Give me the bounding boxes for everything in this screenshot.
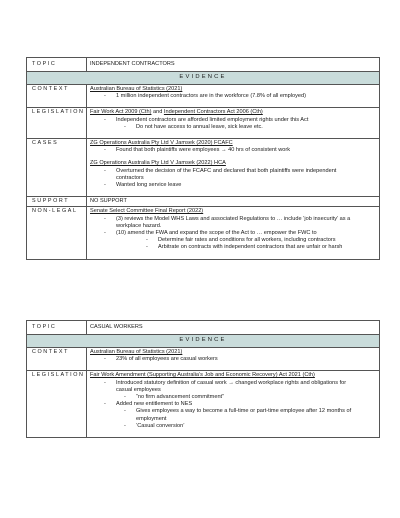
leg-sub2: - Gives employees a way to become a full-time or part-time employee after 12 months of — [90, 408, 376, 415]
topic-key: TOPIC — [27, 321, 87, 335]
context-key: CONTEXT — [27, 85, 87, 108]
cases-key: CASES — [27, 139, 87, 197]
context-point: - 23% of all employees are casual workers — [90, 356, 376, 363]
legislation-cell — [87, 108, 380, 139]
context-cell — [87, 85, 380, 108]
cases-cell — [87, 139, 380, 197]
nonlegal-point1: - (3) reviews the Model WHS Laws and associated Regulations to … include ‘job insecurity’ as a — [90, 216, 376, 223]
evidence-row — [27, 72, 380, 85]
casual-workers-table — [26, 320, 380, 438]
leg-sub2-cont: employment — [136, 415, 167, 422]
support-row — [27, 197, 380, 207]
evidence-heading: EVIDENCE — [27, 72, 380, 85]
nonlegal-row — [27, 207, 380, 259]
nonlegal-point2: - (10) amend the FWA and expand the scope of the Act to … empower the FWC to — [90, 230, 376, 237]
legislation-key: LEGISLATION — [27, 108, 87, 139]
topic-row — [27, 321, 380, 335]
nonlegal-sub1: - Determine fair rates and conditions for all workers, including contractors — [90, 237, 376, 244]
context-source: Australian Bureau of Statistics (2021) — [90, 86, 183, 92]
legislation-sub: - Do not have access to annual leave, sick leave etc. — [90, 124, 376, 131]
nonlegal-source: Senate Select Committee Final Report (2022) — [90, 208, 204, 215]
context-key: CONTEXT — [27, 348, 87, 371]
context-source: Australian Bureau of Statistics (2021) — [90, 349, 183, 355]
leg-sub3: - ‘Casual conversion’ — [90, 423, 376, 430]
topic-value: INDEPENDENT CONTRACTORS — [87, 58, 380, 72]
context-row — [27, 85, 380, 108]
leg-point2: - Added new entitlement to NES — [90, 401, 376, 408]
leg-point1: - Introduced statutory definition of casual work → changed workplace rights and obligations for — [90, 380, 376, 387]
support-key: SUPPORT — [27, 197, 87, 207]
independent-contractors-table — [26, 57, 380, 260]
legislation-source-a: Fair Work Act 2009 (Cth) — [90, 109, 152, 116]
legislation-source-b: Independent Contractors Act 2006 (Cth) — [163, 109, 263, 116]
context-row — [27, 348, 380, 371]
cases-row — [27, 139, 380, 197]
topic-value: CASUAL WORKERS — [87, 321, 380, 335]
context-point: - 1 million independent contractors are in the workforce (7.8% of all employed) — [90, 93, 376, 100]
case2-source: ZG Operations Australia Pty Ltd V Jamsek (2022) HCA — [90, 160, 226, 167]
case2-point-b: - Wanted long service leave — [90, 182, 376, 189]
legislation-source: Fair Work Amendment (Supporting Australia’s Job and Economic Recovery) Act 2021 (Cth) — [90, 372, 315, 379]
case1-point: - Found that both plaintiffs were employees → 40 hrs of consistent work — [90, 147, 376, 154]
topic-key: TOPIC — [27, 58, 87, 72]
topic-row — [27, 58, 380, 72]
nonlegal-key: NON-LEGAL — [27, 207, 87, 259]
case1-source: ZG Operations Australia Pty Ltd V Jamsek (2020) FCAFC — [90, 140, 233, 147]
leg-sub1: - “no firm advancement commitment” — [90, 394, 376, 401]
case2-point-a: - Overturned the decision of the FCAFC and declared that both plaintiffs were independent — [90, 168, 376, 175]
evidence-row — [27, 335, 380, 348]
case2-point-a-cont: contractors — [116, 174, 144, 181]
support-value: NO SUPPORT — [87, 197, 380, 207]
legislation-row — [27, 371, 380, 438]
leg-point1-cont: casual employees — [116, 386, 161, 393]
legislation-point: - Independent contractors are afforded limited employment rights under this Act — [90, 117, 376, 124]
nonlegal-point1-cont: workplace hazard. — [116, 222, 162, 229]
context-cell — [87, 348, 380, 371]
evidence-heading: EVIDENCE — [27, 335, 380, 348]
legislation-row — [27, 108, 380, 139]
nonlegal-sub2: - Arbitrate on contracts with independent contractors that are unfair or harsh — [90, 244, 376, 251]
legislation-and: and — [151, 109, 164, 116]
nonlegal-cell — [87, 207, 380, 259]
legislation-cell — [87, 371, 380, 438]
legislation-key: LEGISLATION — [27, 371, 87, 438]
